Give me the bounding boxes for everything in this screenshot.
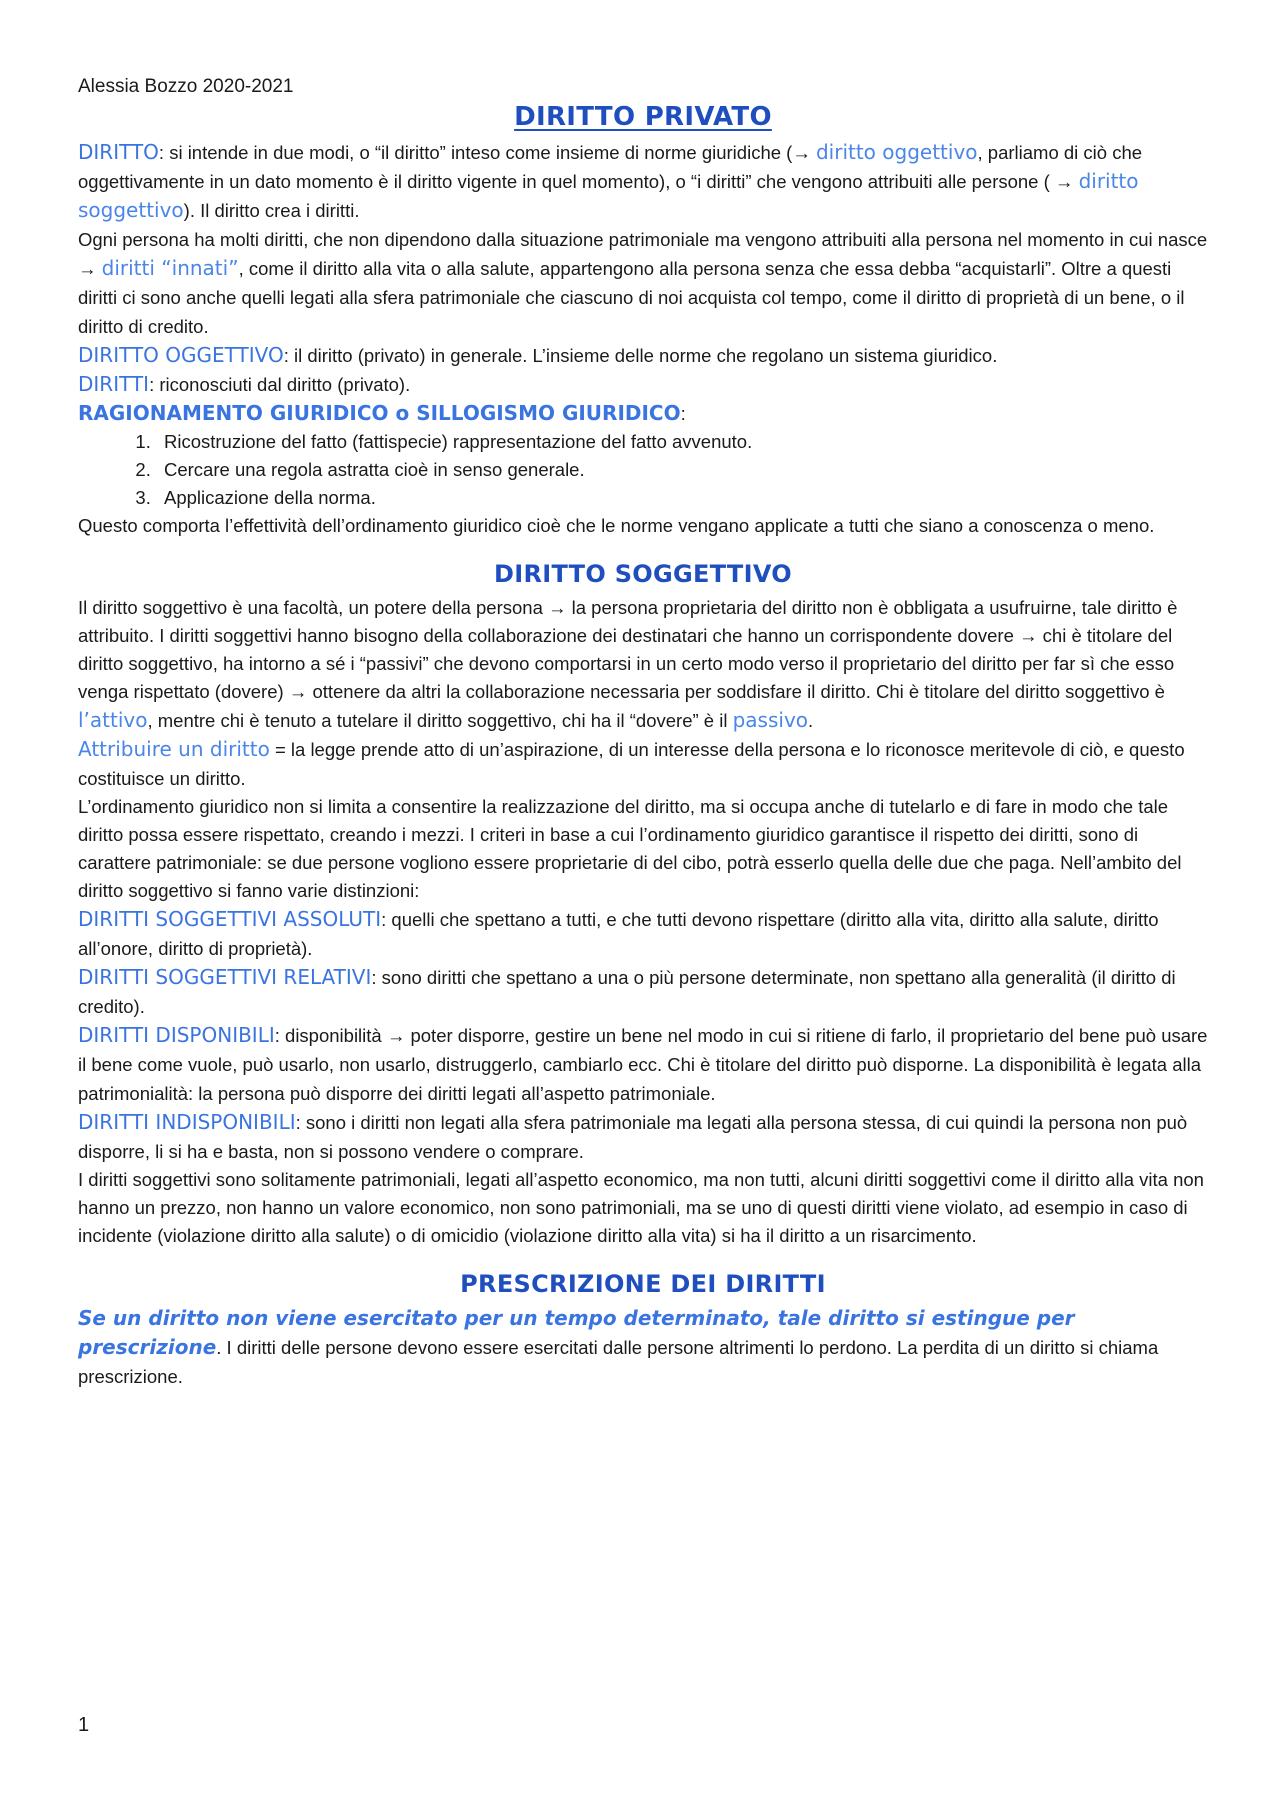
keyword-diritti: DIRITTI (78, 372, 150, 396)
keyword-diritti-soggettivi-assoluti: DIRITTI SOGGETTIVI ASSOLUTI (78, 907, 382, 931)
text: : quelli che spettano a tutti, e che tutti devono rispettare (diritto alla vita, diritto alla salute, diritto all’onore, diritto di proprietà). (78, 909, 1159, 959)
paragraph-soggettivo-intro (78, 594, 1208, 735)
paragraph-diritti-innati (78, 225, 1208, 341)
text: : disponibilità → poter disporre, gestire un bene nel modo in cui si ritiene di farlo, il proprietario del bene può usare il bene come vuole, può usarlo, non usarlo, distruggerlo, cambiarlo ecc. Chi è titolare del diritto può disporne. La disponibilità è legata alla patrimonialità: la persona può disporre dei diritti legati all’aspetto patrimoniale. (78, 1025, 1208, 1104)
section-heading-diritto-soggettivo: DIRITTO SOGGETTIVO (494, 560, 792, 588)
paragraph-diritti (78, 370, 1208, 399)
text: , come il diritto alla vita o alla salute, appartengono alla persona senza che essa debba “acquistarli”. Oltre a questi diritti ci sono anche quelli legati alla sfera patrimoniale che ciascuno di noi acquista col tempo, come il diritto di proprietà di un bene, o il diritto di credito. (78, 258, 1185, 337)
paragraph-indisponibili (78, 1108, 1208, 1166)
keyword-diritto: DIRITTO (78, 140, 159, 164)
paragraph-diritto (78, 138, 1208, 225)
text: Ogni persona ha molti diritti, che non dipendono dalla situazione patrimoniale ma vengono attribuiti alla persona nel momento in cui nasce → (78, 229, 1208, 279)
keyword-diritto-oggettivo: diritto oggettivo (815, 140, 978, 164)
section-heading-prescrizione: PRESCRIZIONE DEI DIRITTI (460, 1270, 826, 1298)
author-header: Alessia Bozzo 2020-2021 (78, 76, 294, 97)
text: : il diritto (privato) in generale. L’insieme delle norme che regolano un sistema giuridico. (283, 345, 998, 366)
keyword-diritti-innati: diritti “innati” (101, 256, 239, 280)
text: : (680, 403, 686, 424)
keyword-diritto-soggettivo: diritto soggettivo (78, 169, 1139, 222)
paragraph-effettivita: Questo comporta l’effettività dell’ordinamento giuridico cioè che le norme vengano applicate a tutti che siano a conoscenza o meno. (78, 515, 1155, 536)
text: . I diritti delle persone devono essere esercitati dalle persone altrimenti lo perdono. La perdita di un diritto si chiama prescrizione. (78, 1337, 1159, 1387)
keyword-attribuire-un-diritto: Attribuire un diritto (78, 737, 270, 761)
paragraph-ordinamento: L’ordinamento giuridico non si limita a consentire la realizzazione del diritto, ma si occupa anche di tutelarlo e di fare in modo che tale diritto possa essere rispettato, creando i mezzi. I criteri in base a cui l’ordinamento giuridico garantisce il rispetto dei diritti, sono di carattere patrimoniale: se due persone vogliono essere proprietarie di del cibo, potrà esserlo quella delle due che paga. Nell’ambito del diritto soggettivo si fanno varie distinzioni: (78, 796, 1182, 901)
text: : sono diritti che spettano a una o più persone determinate, non spettano alla generalità (il diritto di credito). (78, 967, 1176, 1017)
text: : riconosciuti dal diritto (privato). (149, 374, 411, 395)
paragraph-assoluti (78, 905, 1208, 963)
paragraph-diritto-oggettivo (78, 341, 1208, 370)
steps-list (78, 428, 1208, 512)
paragraph-patrimoniali: I diritti soggettivi sono solitamente patrimoniali, legati all’aspetto economico, ma non tutti, alcuni diritti soggettivi come il diritto alla vita non hanno un prezzo, non hanno un valore economico, non sono patrimoniali, ma se uno di questi diritti viene violato, ad esempio in caso di incidente (violazione diritto alla salute) o di omicidio (violazione diritto alla vita) si ha il diritto a un risarcimento. (78, 1169, 1204, 1246)
keyword-prescrizione: Se un diritto non viene esercitato per un tempo determinato, tale diritto si estingue per prescrizione (78, 1306, 1075, 1359)
text: = la legge prende atto di un’aspirazione, di un interesse della persona e lo riconosce meritevole di ciò, e questo costituisce un diritto. (78, 739, 1185, 789)
paragraph-disponibili (78, 1021, 1208, 1108)
page-number: 1 (78, 1714, 90, 1736)
list-item: 2. Cercare una regola astratta cioè in senso generale. (156, 456, 1208, 484)
list-item: 1. Ricostruzione del fatto (fattispecie) rappresentazione del fatto avvenuto. (156, 428, 1208, 456)
document-page (78, 76, 1208, 1391)
text: : sono i diritti non legati alla sfera patrimoniale ma legati alla persona stessa, di cui quindi la persona non può disporre, li si ha e basta, non si possono vendere o comprare. (78, 1112, 1188, 1162)
paragraph-ragionamento (78, 399, 1208, 428)
keyword-attivo: l’attivo (78, 708, 148, 732)
keyword-diritti-disponibili: DIRITTI DISPONIBILI (78, 1023, 275, 1047)
keyword-diritto-oggettivo-def: DIRITTO OGGETTIVO (78, 343, 284, 367)
keyword-passivo: passivo (732, 708, 809, 732)
keyword-diritti-soggettivi-relativi: DIRITTI SOGGETTIVI RELATIVI (78, 965, 372, 989)
text: Il diritto soggettivo è una facoltà, un potere della persona → la persona proprietaria del diritto non è obbligata a usufruirne, tale diritto è attribuito. I diritti soggettivi hanno bisogno della collaborazione dei destinatari che hanno un corrispondente dovere → chi è titolare del diritto soggettivo, ha intorno a sé i “passivi” che devono comportarsi in un certo modo verso il proprietario del diritto per far sì che esso venga rispettato (dovere) → ottenere da altri la collaborazione necessaria per soddisfare il diritto. Chi è titolare del diritto soggettivo è (78, 597, 1178, 702)
paragraph-attribuire (78, 735, 1208, 793)
keyword-ragionamento-giuridico: RAGIONAMENTO GIURIDICO o SILLOGISMO GIURIDICO (78, 401, 681, 425)
text: . (808, 710, 814, 731)
list-item: 3. Applicazione della norma. (156, 484, 1208, 512)
paragraph-prescrizione (78, 1304, 1208, 1391)
text: ). Il diritto crea i diritti. (183, 200, 360, 221)
text: , parliamo di ciò che oggettivamente in un dato momento è il diritto vigente in quel momento), o “i diritti” che vengono attribuiti alle persone ( → (78, 142, 1143, 192)
text: , mentre chi è tenuto a tutelare il diritto soggettivo, chi ha il “dovere” è il (147, 710, 733, 731)
keyword-diritti-indisponibili: DIRITTI INDISPONIBILI (78, 1110, 296, 1134)
text: : si intende in due modi, o “il diritto” inteso come insieme di norme giuridiche (→ (158, 142, 816, 163)
page-title: DIRITTO PRIVATO (514, 102, 772, 132)
paragraph-relativi (78, 963, 1208, 1021)
